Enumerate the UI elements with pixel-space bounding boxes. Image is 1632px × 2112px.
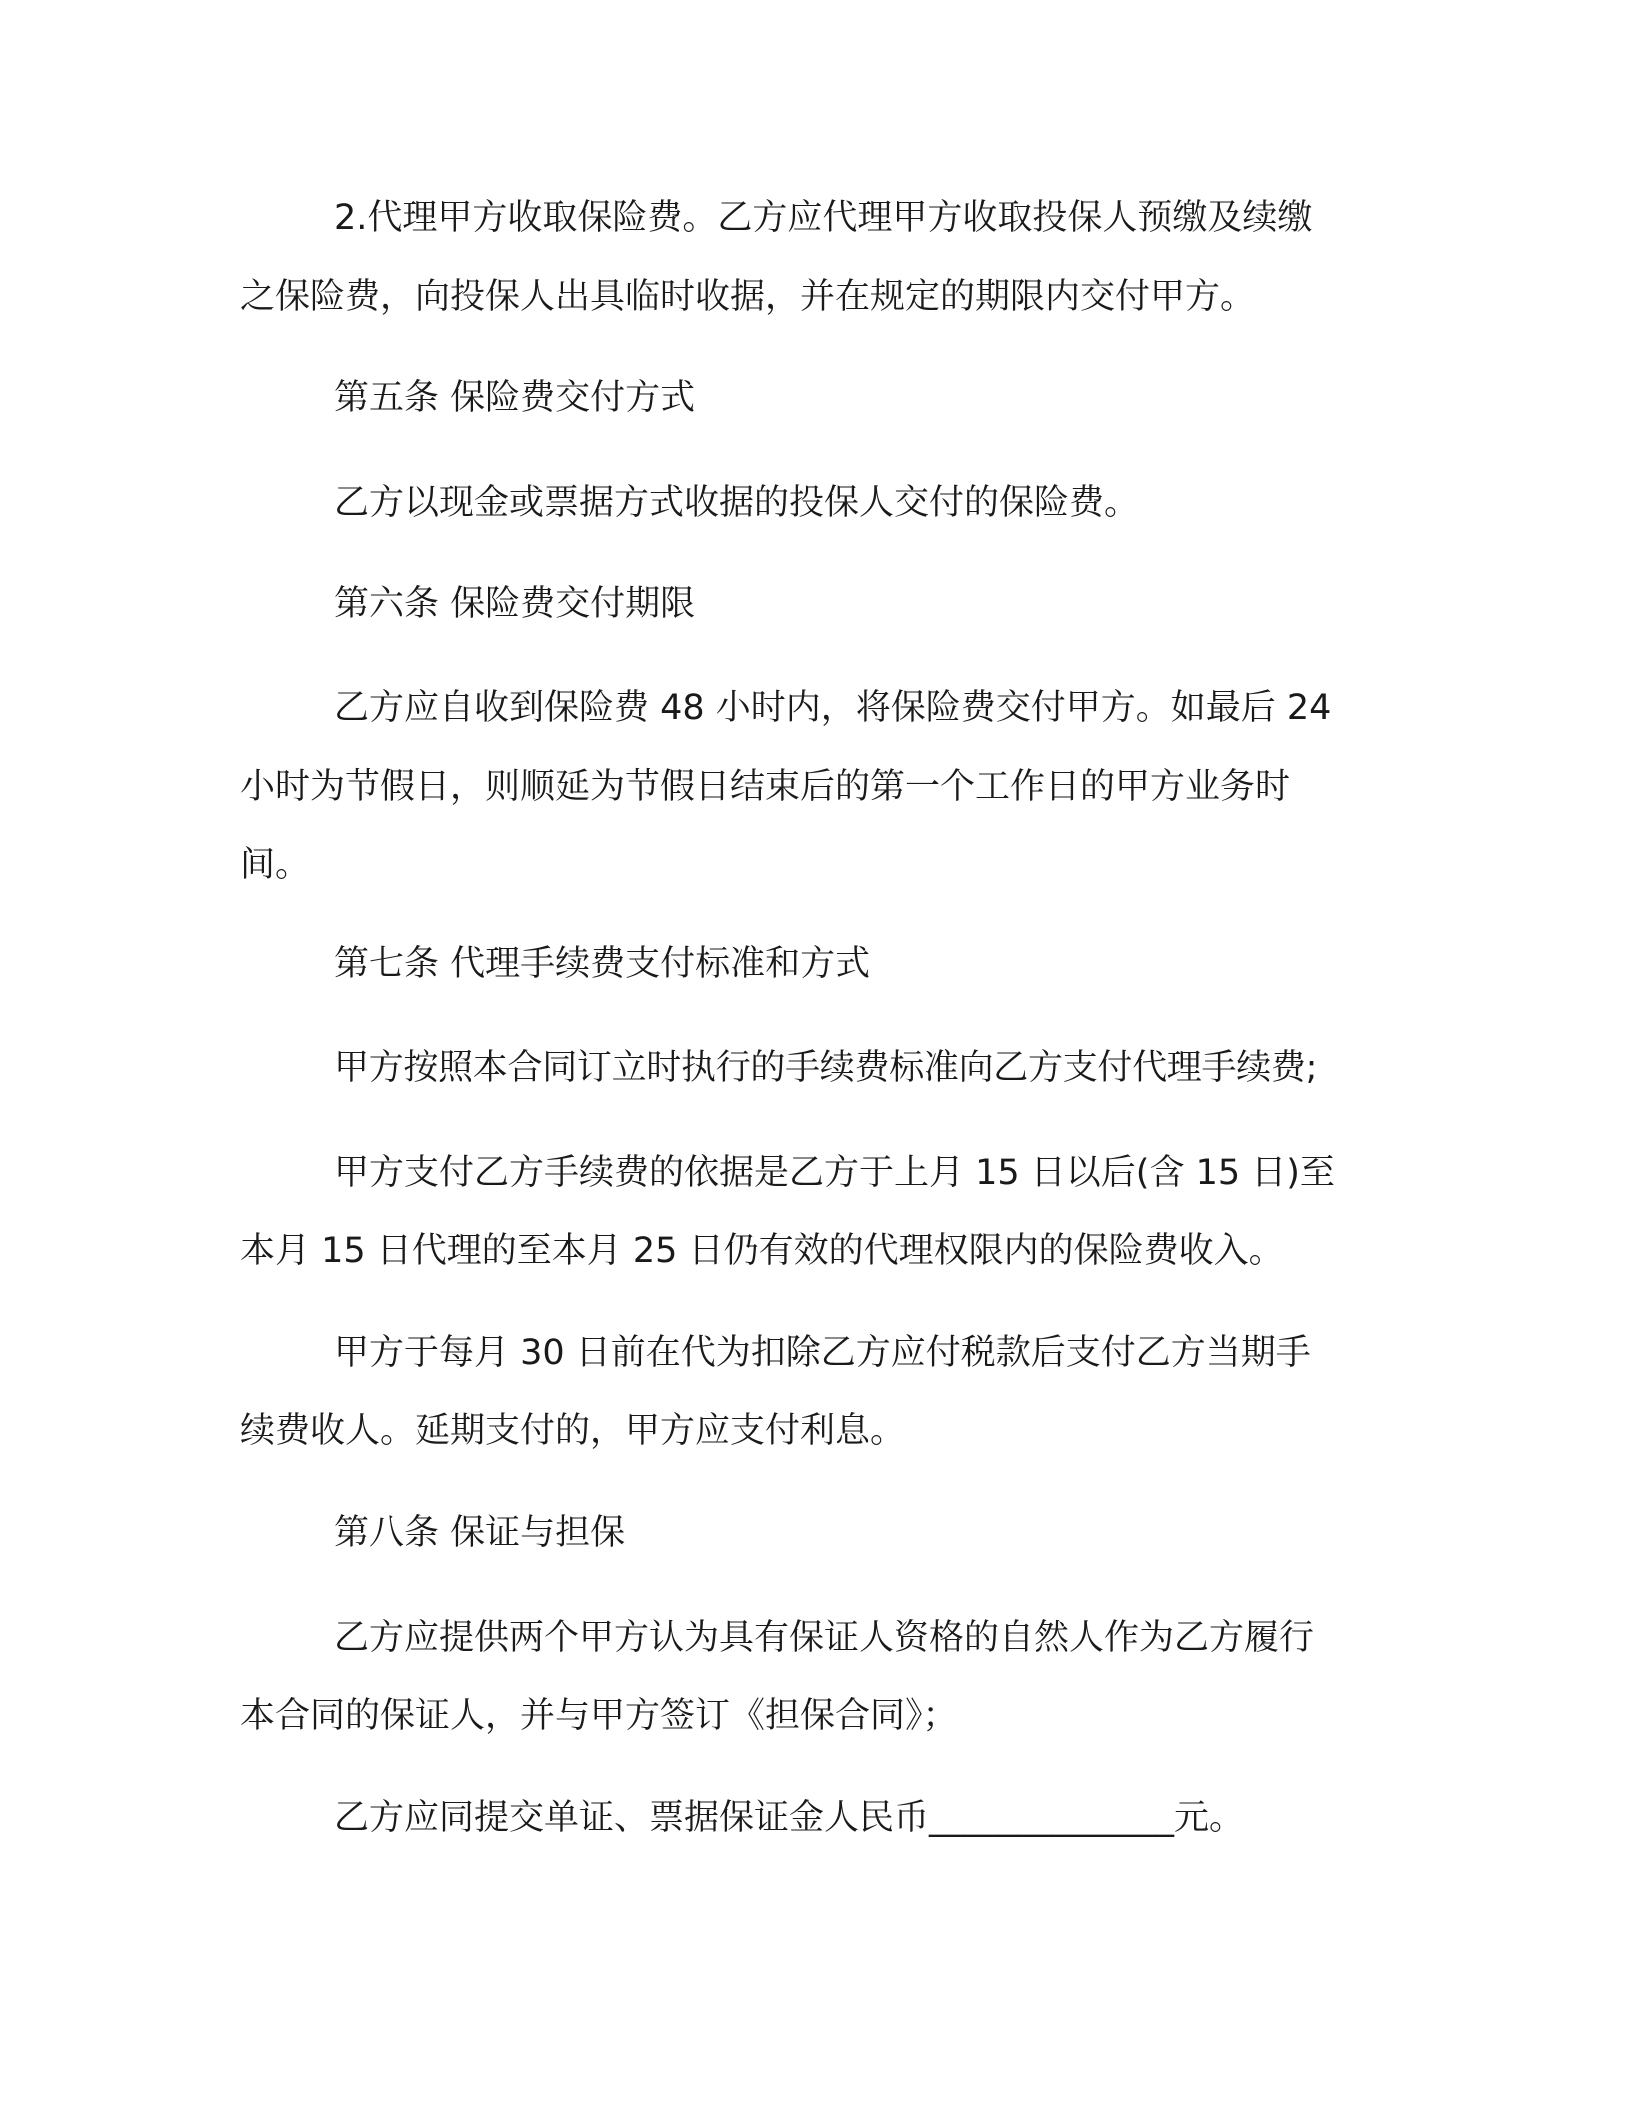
paragraph-deposit [240, 1798, 1384, 1838]
paragraph-line: 甲方于每月 30 日前在代为扣除乙方应付税款后支付乙方当期手 [334, 1333, 1311, 1373]
paragraph-fee-basis [240, 1153, 1384, 1271]
paragraph-line: 本月 15 日代理的至本月 25 日仍有效的代理权限内的保险费收入。 [240, 1231, 1284, 1271]
article-5-heading [240, 378, 1384, 418]
paragraph-line: 乙方应提供两个甲方认为具有保证人资格的自然人作为乙方履行 [334, 1618, 1315, 1658]
heading-text: 第五条 保险费交付方式 [334, 378, 696, 418]
paragraph-line: 间。 [240, 845, 311, 885]
heading-text: 第七条 代理手续费支付标准和方式 [334, 944, 871, 984]
article-6-heading [240, 584, 1384, 624]
paragraph-line: 甲方按照本合同订立时执行的手续费标准向乙方支付代理手续费; [334, 1048, 1318, 1088]
paragraph-guarantor [240, 1618, 1384, 1736]
paragraph-line: 续费收人。延期支付的，甲方应支付利息。 [240, 1411, 906, 1451]
paragraph-collect-premium [240, 198, 1384, 317]
paragraph-line: 乙方应自收到保险费 48 小时内，将保险费交付甲方。如最后 24 [334, 688, 1332, 728]
paragraph-line: 小时为节假日，则顺延为节假日结束后的第一个工作日的甲方业务时 [240, 767, 1291, 807]
paragraph-payment-deadline [240, 688, 1384, 885]
paragraph-fee-standard [240, 1048, 1384, 1088]
paragraph-line: 2.代理甲方收取保险费。乙方应代理甲方收取投保人预缴及续缴 [334, 198, 1313, 238]
heading-text: 第六条 保险费交付期限 [334, 584, 696, 624]
heading-text: 第八条 保证与担保 [334, 1513, 626, 1553]
paragraph-line: 本合同的保证人，并与甲方签订《担保合同》； [240, 1696, 958, 1736]
paragraph-line: 乙方以现金或票据方式收据的投保人交付的保险费。 [334, 483, 1140, 523]
article-7-heading [240, 944, 1384, 984]
article-8-heading [240, 1513, 1384, 1553]
paragraph-line: 之保险费，向投保人出具临时收据，并在规定的期限内交付甲方。 [240, 277, 1256, 317]
paragraph-monthly-payment [240, 1333, 1384, 1451]
paragraph-payment-method [240, 483, 1384, 523]
paragraph-line: 乙方应同提交单证、票据保证金人民币______________元。 [334, 1798, 1245, 1838]
paragraph-line: 甲方支付乙方手续费的依据是乙方于上月 15 日以后(含 15 日)至 [334, 1153, 1335, 1193]
